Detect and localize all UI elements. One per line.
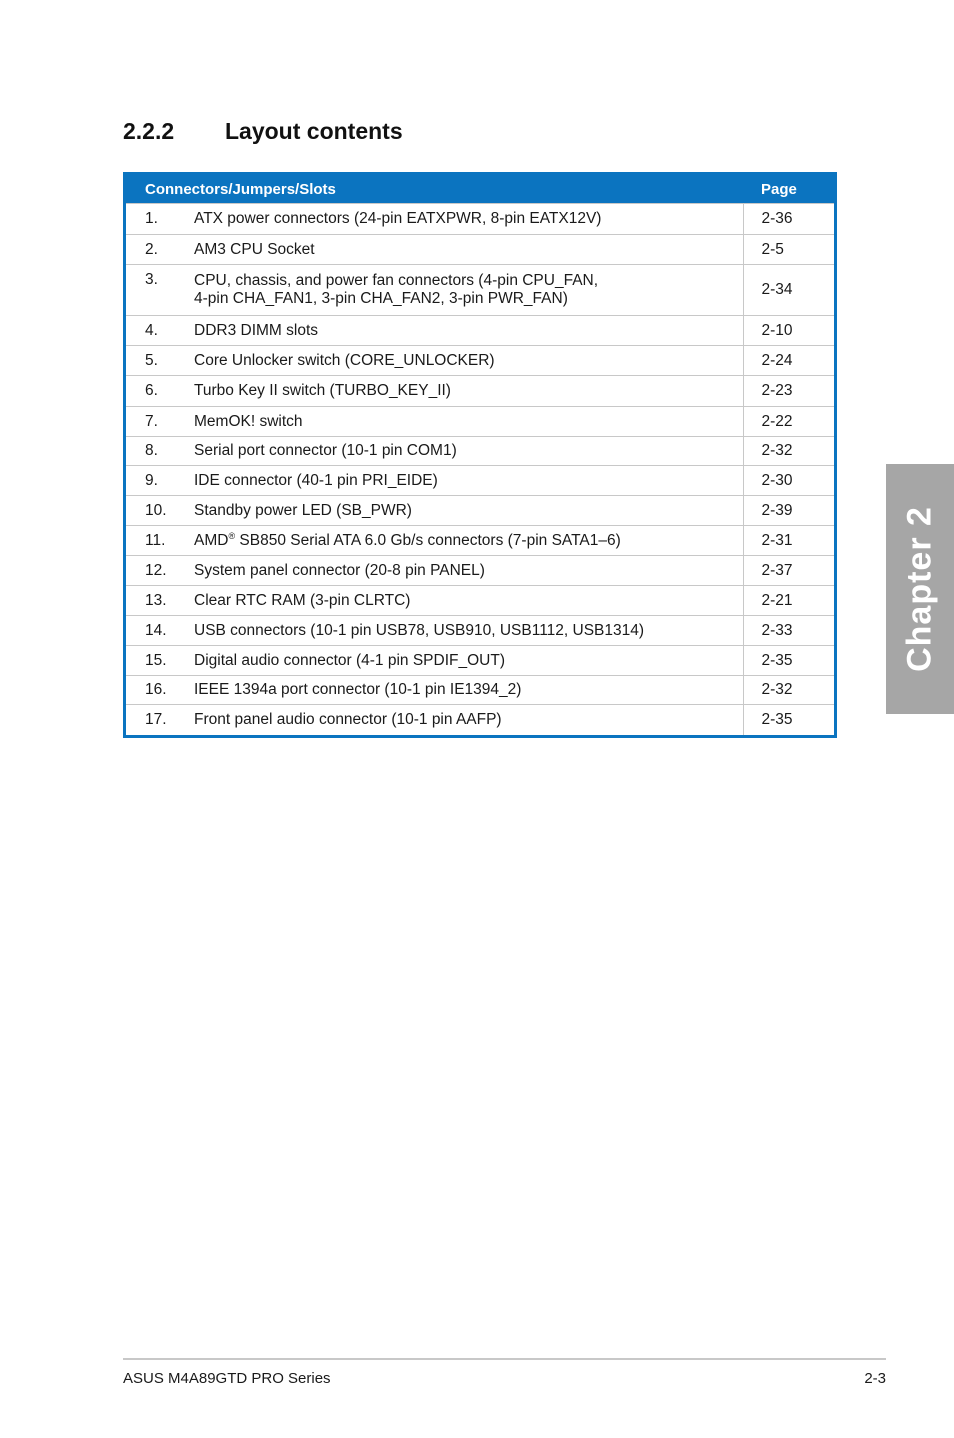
row-page: 2-5 [743,235,834,265]
row-page: 2-35 [743,646,834,676]
section-heading [123,118,403,145]
table-row [126,407,834,437]
table-body [126,204,834,735]
row-number: 2. [126,235,194,265]
row-page: 2-24 [743,346,834,376]
row-page: 2-37 [743,556,834,586]
row-description [194,346,743,376]
row-description-text: ATX power connectors (24-pin EATXPWR, 8-pin EATX12V) [194,210,602,227]
chapter-tab-label: Chapter 2 [900,506,939,672]
row-description [194,705,743,735]
row-number: 14. [126,616,194,646]
registered-mark: ® [228,530,236,541]
table-row [126,316,834,346]
row-number: 1. [126,204,194,235]
row-number: 9. [126,466,194,496]
table-row [126,265,834,316]
row-description [194,376,743,407]
row-description-text: Turbo Key II switch (TURBO_KEY_II) [194,382,451,399]
row-number: 10. [126,496,194,526]
row-page: 2-35 [743,705,834,735]
row-description [194,265,743,316]
row-description-text: SB850 Serial ATA 6.0 Gb/s connectors (7-pin SATA1–6) [235,532,621,550]
row-description-text: MemOK! switch [194,412,303,430]
row-description-text: USB connectors (10-1 pin USB78, USB910, USB1112, USB1314) [194,621,645,639]
row-description [194,646,743,676]
footer-product: ASUS M4A89GTD PRO Series [123,1370,331,1387]
row-description [194,496,743,526]
row-number: 17. [126,705,194,735]
row-description [194,526,743,556]
row-number: 7. [126,407,194,437]
row-description-text: Core Unlocker switch (CORE_UNLOCKER) [194,351,495,369]
row-page: 2-39 [743,496,834,526]
table-row [126,376,834,407]
row-description [194,437,743,466]
section-number: 2.2.2 [123,118,175,144]
row-description-text: IEEE 1394a port connector (10-1 pin IE1394_2) [194,681,522,698]
row-page: 2-32 [743,676,834,705]
table-row [126,646,834,676]
row-page: 2-33 [743,616,834,646]
row-page: 2-36 [743,204,834,235]
table-header-row [126,175,834,204]
row-number: 8. [126,437,194,466]
row-description-text: Clear RTC RAM (3-pin CLRTC) [194,591,411,609]
row-page: 2-10 [743,316,834,346]
table-row [126,466,834,496]
row-description-text: AM3 CPU Socket [194,240,315,258]
row-page: 2-30 [743,466,834,496]
row-number: 11. [126,526,194,556]
row-description-prefix: AMD [194,532,229,550]
row-number: 15. [126,646,194,676]
row-description-text: IDE connector (40-1 pin PRI_EIDE) [194,471,438,489]
row-page: 2-31 [743,526,834,556]
table-row [126,346,834,376]
row-description [194,204,743,235]
row-page: 2-22 [743,407,834,437]
row-page: 2-32 [743,437,834,466]
row-description [194,616,743,646]
row-number: 3. [126,265,194,316]
header-item: Connectors/Jumpers/Slots [126,175,743,204]
header-page: Page [743,175,834,204]
row-number: 16. [126,676,194,705]
row-description-text: DDR3 DIMM slots [194,321,319,339]
row-page: 2-34 [743,265,834,316]
table-row [126,437,834,466]
row-description-text: Serial port connector (10-1 pin COM1) [194,442,457,459]
row-description [194,586,743,616]
footer-divider [123,1358,886,1360]
row-description [194,316,743,346]
table-row [126,616,834,646]
row-description [194,556,743,586]
row-description-text: Front panel audio connector (10-1 pin AAFP) [194,710,502,728]
footer-page-number: 2-3 [864,1370,886,1387]
row-description [194,466,743,496]
row-description-text: Digital audio connector (4-1 pin SPDIF_OUT) [194,651,505,669]
row-page: 2-21 [743,586,834,616]
row-number: 5. [126,346,194,376]
row-number: 4. [126,316,194,346]
chapter-tab [886,464,954,714]
row-description [194,407,743,437]
row-number: 13. [126,586,194,616]
table-row [126,705,834,735]
row-number: 6. [126,376,194,407]
table-row [126,586,834,616]
row-description-text: CPU, chassis, and power fan connectors (4-pin CPU_FAN, [194,272,599,289]
table-row [126,676,834,705]
row-description-line2: 4-pin CHA_FAN1, 3-pin CHA_FAN2, 3-pin PWR_FAN) [194,290,568,307]
row-description-text: Standby power LED (SB_PWR) [194,501,412,519]
row-description [194,676,743,705]
table-row [126,204,834,235]
row-number: 12. [126,556,194,586]
layout-contents-table [123,172,837,738]
section-title: Layout contents [225,118,403,144]
table-row [126,235,834,265]
table-row [126,556,834,586]
table-row [126,526,834,556]
row-description [194,235,743,265]
row-description-text: System panel connector (20-8 pin PANEL) [194,561,485,579]
row-page: 2-23 [743,376,834,407]
table-row [126,496,834,526]
